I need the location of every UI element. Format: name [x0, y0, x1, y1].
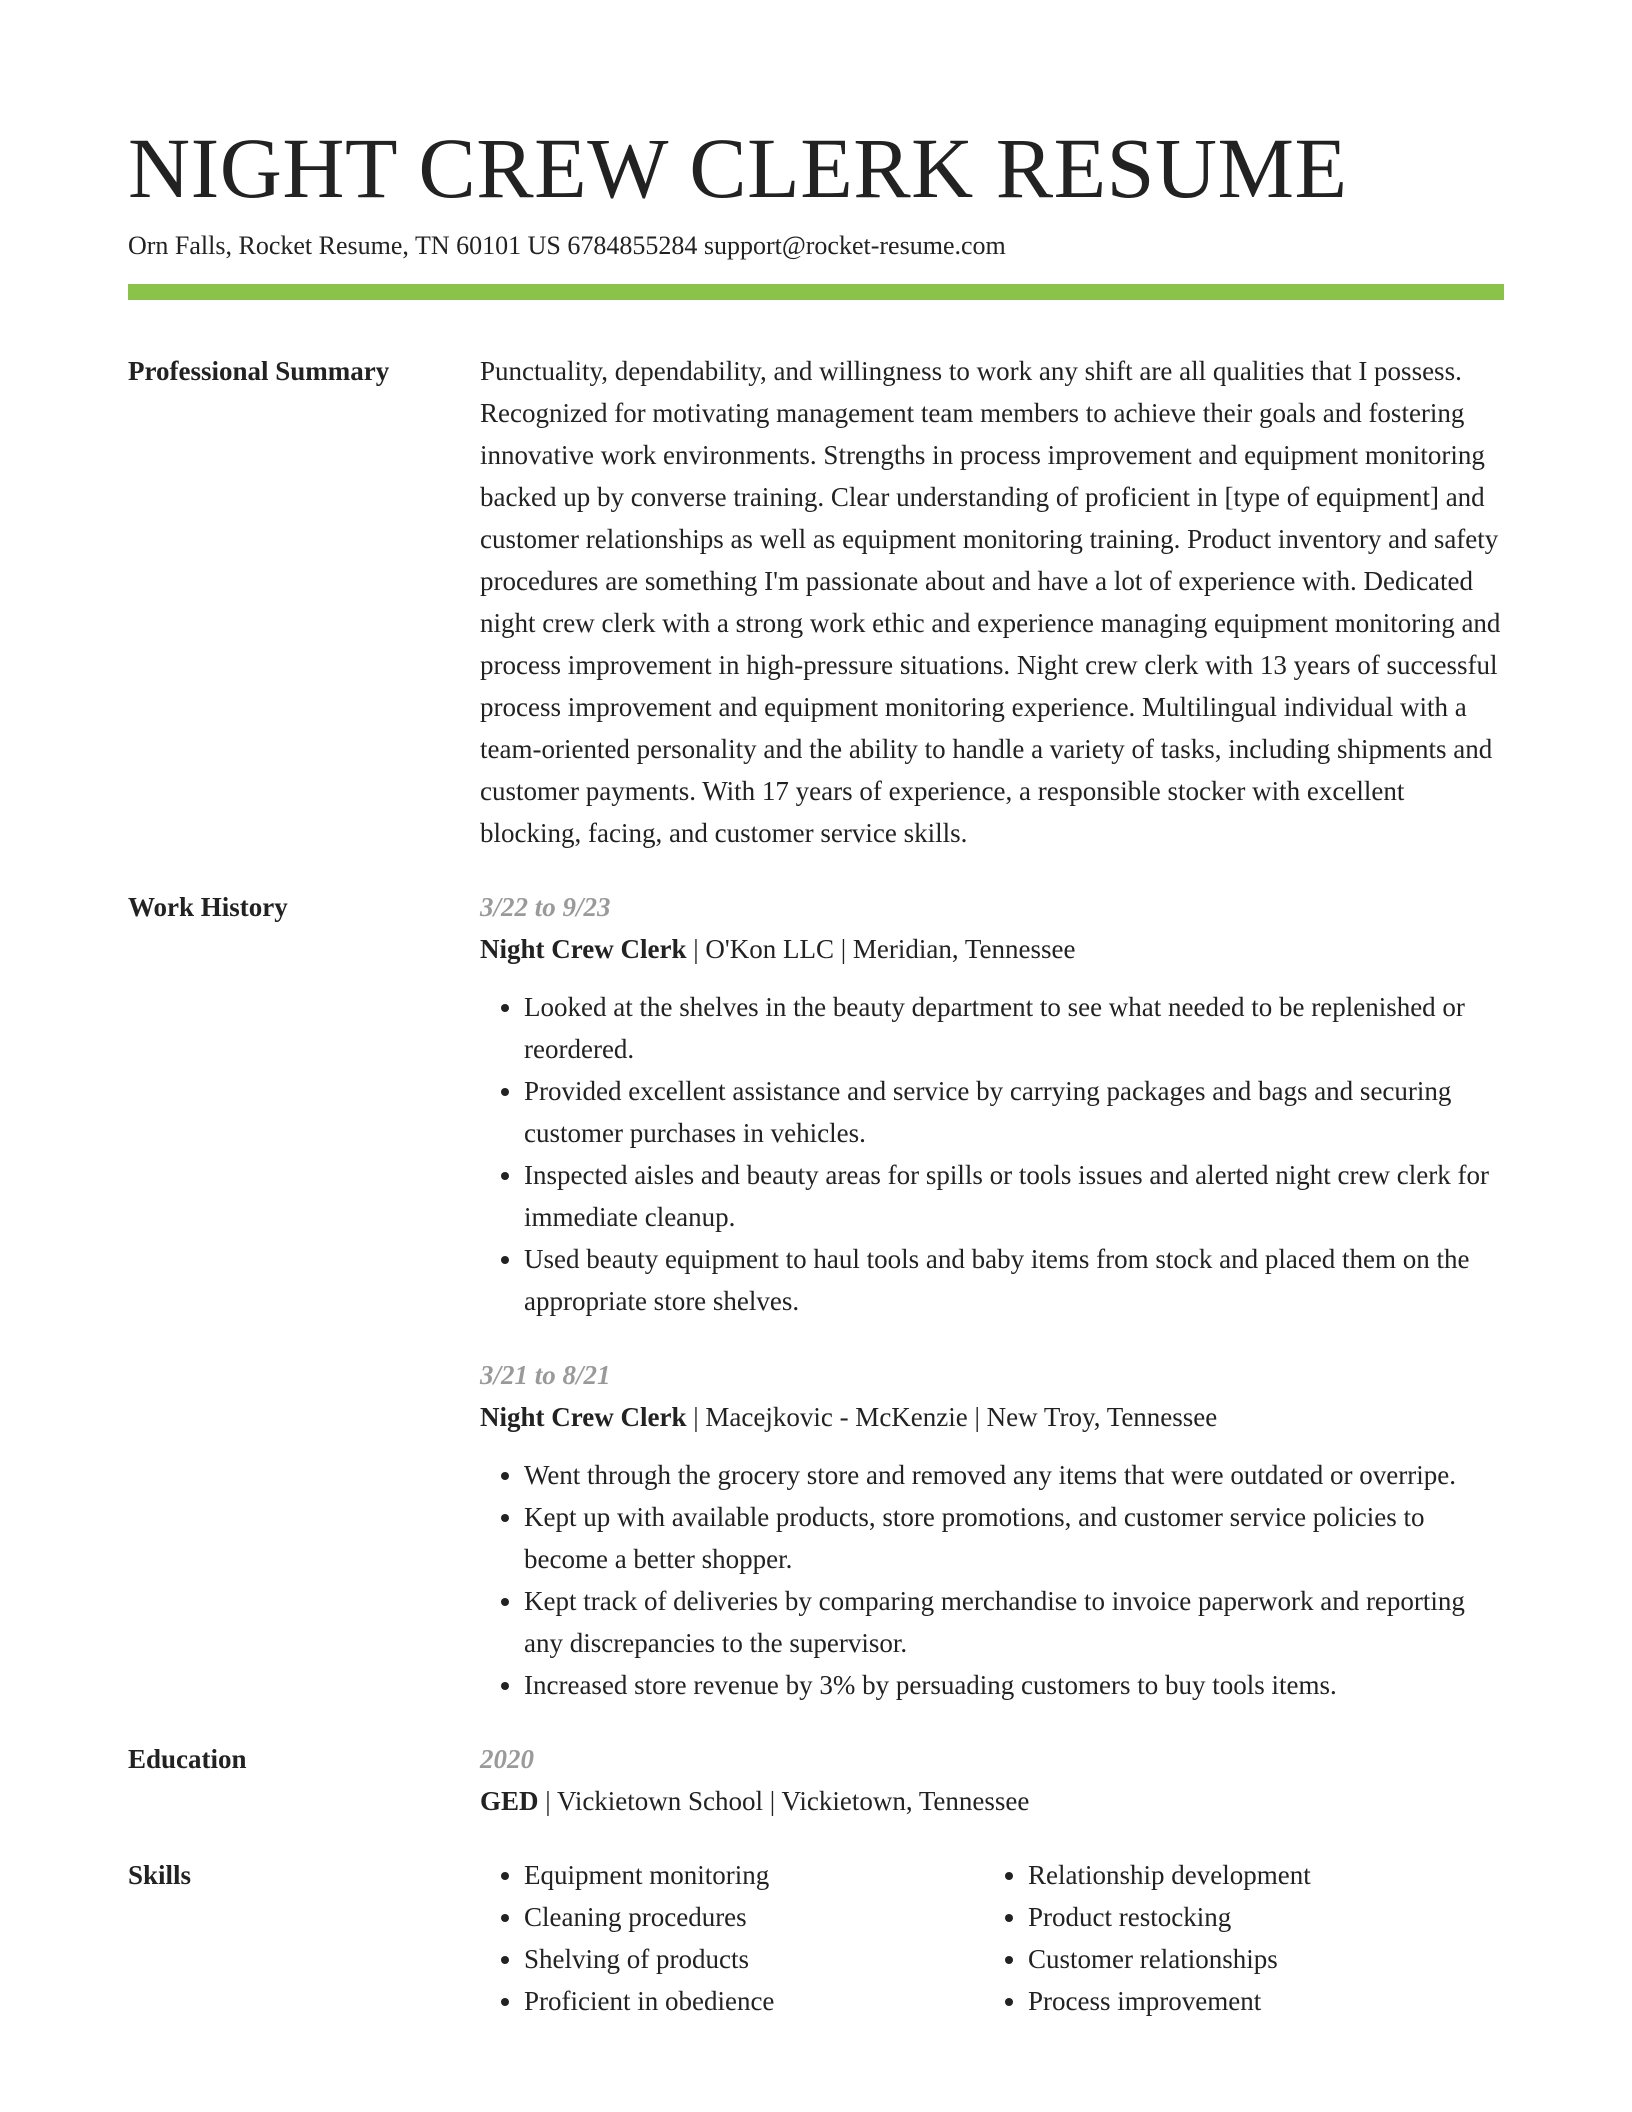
job-location: Meridian, Tennessee [852, 934, 1076, 964]
education-school: Vickietown School [556, 1786, 764, 1816]
separator: | [763, 1786, 782, 1816]
job-entry [480, 886, 1504, 1322]
job-title: Night Crew Clerk [480, 1402, 687, 1432]
job-duty: • Inspected aisles and beauty areas for spills or tools issues and alerted night crew clerk for immediate cleanup. [524, 1154, 1504, 1238]
job-duties-list [480, 986, 1504, 1322]
job-duty: • Went through the grocery store and removed any items that were outdated or overripe. [524, 1454, 1504, 1496]
skill-item: • Customer relationships [1028, 1938, 1488, 1980]
job-company: O'Kon LLC [705, 934, 834, 964]
education-degree: GED [480, 1786, 539, 1816]
job-duties-list [480, 1454, 1504, 1706]
job-heading [480, 928, 1504, 970]
job-dates: 3/21 to 8/21 [480, 1360, 611, 1390]
summary-text: Punctuality, dependability, and willingness to work any shift are all qualities that I possess. Recognized for motivating management team members to achieve their goals and fostering innovative work environments. Strengths in process improvement and equipment monitoring backed up by converse training. Clear understanding of proficient in [type of equipment] and customer relationships as well as equipment monitoring training. Product inventory and safety procedures are something I'm passionate about and have a lot of experience with. Dedicated night crew clerk with a strong work ethic and experience managing equipment monitoring and process improvement in high-pressure situations. Night crew clerk with 13 years of successful process improvement and equipment monitoring experience. Multilingual individual with a team-oriented personality and the ability to handle a variety of tasks, including shipments and customer payments. With 17 years of experience, a responsible stocker with excellent blocking, facing, and customer service skills. [480, 356, 1501, 848]
education-heading: Education [128, 1744, 247, 1774]
accent-divider [128, 284, 1504, 300]
skill-item: • Proficient in obedience [524, 1980, 984, 2022]
skills-heading: Skills [128, 1860, 192, 1890]
work-history-section [128, 886, 1504, 1706]
work-history-heading: Work History [128, 892, 288, 922]
education-section [128, 1738, 1504, 1822]
job-duty: • Kept track of deliveries by comparing merchandise to invoice paperwork and reporting any discrepancies to the supervisor. [524, 1580, 1504, 1664]
resume-title: NIGHT CREW CLERK RESUME [128, 120, 1348, 216]
job-duty: • Kept up with available products, store promotions, and customer service policies to become a better shopper. [524, 1496, 1504, 1580]
skill-item: • Equipment monitoring [524, 1854, 984, 1896]
education-location: Vickietown, Tennessee [781, 1786, 1030, 1816]
separator: | [686, 934, 706, 964]
skill-item: • Cleaning procedures [524, 1896, 984, 1938]
skills-section [128, 1854, 1504, 2022]
job-company: Macejkovic - McKenzie [705, 1402, 968, 1432]
job-title: Night Crew Clerk [480, 934, 687, 964]
skill-item: • Product restocking [1028, 1896, 1488, 1938]
job-duty: • Increased store revenue by 3% by persuading customers to buy tools items. [524, 1664, 1504, 1706]
skills-list-right [984, 1854, 1488, 2022]
job-duty: • Provided excellent assistance and service by carrying packages and bags and securing customer purchases in vehicles. [524, 1070, 1504, 1154]
job-duty: • Used beauty equipment to haul tools and baby items from stock and placed them on the appropriate store shelves. [524, 1238, 1504, 1322]
summary-section [128, 350, 1504, 854]
separator: | [833, 934, 853, 964]
summary-heading: Professional Summary [128, 356, 390, 386]
job-location: New Troy, Tennessee [986, 1402, 1218, 1432]
job-heading [480, 1396, 1504, 1438]
job-entry [480, 1354, 1504, 1706]
separator: | [967, 1402, 987, 1432]
job-dates: 3/22 to 9/23 [480, 892, 611, 922]
skills-columns [480, 1854, 1504, 2022]
skill-item: • Process improvement [1028, 1980, 1488, 2022]
education-heading-line [480, 1780, 1504, 1822]
skill-item: • Relationship development [1028, 1854, 1488, 1896]
skills-list-left [480, 1854, 984, 2022]
skill-item: • Shelving of products [524, 1938, 984, 1980]
separator: | [538, 1786, 557, 1816]
contact-line: Orn Falls, Rocket Resume, TN 60101 US 6784855284 support@rocket-resume.com [128, 231, 1006, 260]
separator: | [686, 1402, 706, 1432]
resume-page [128, 118, 1504, 2022]
education-year: 2020 [480, 1744, 534, 1774]
job-duty: • Looked at the shelves in the beauty department to see what needed to be replenished or reordered. [524, 986, 1504, 1070]
